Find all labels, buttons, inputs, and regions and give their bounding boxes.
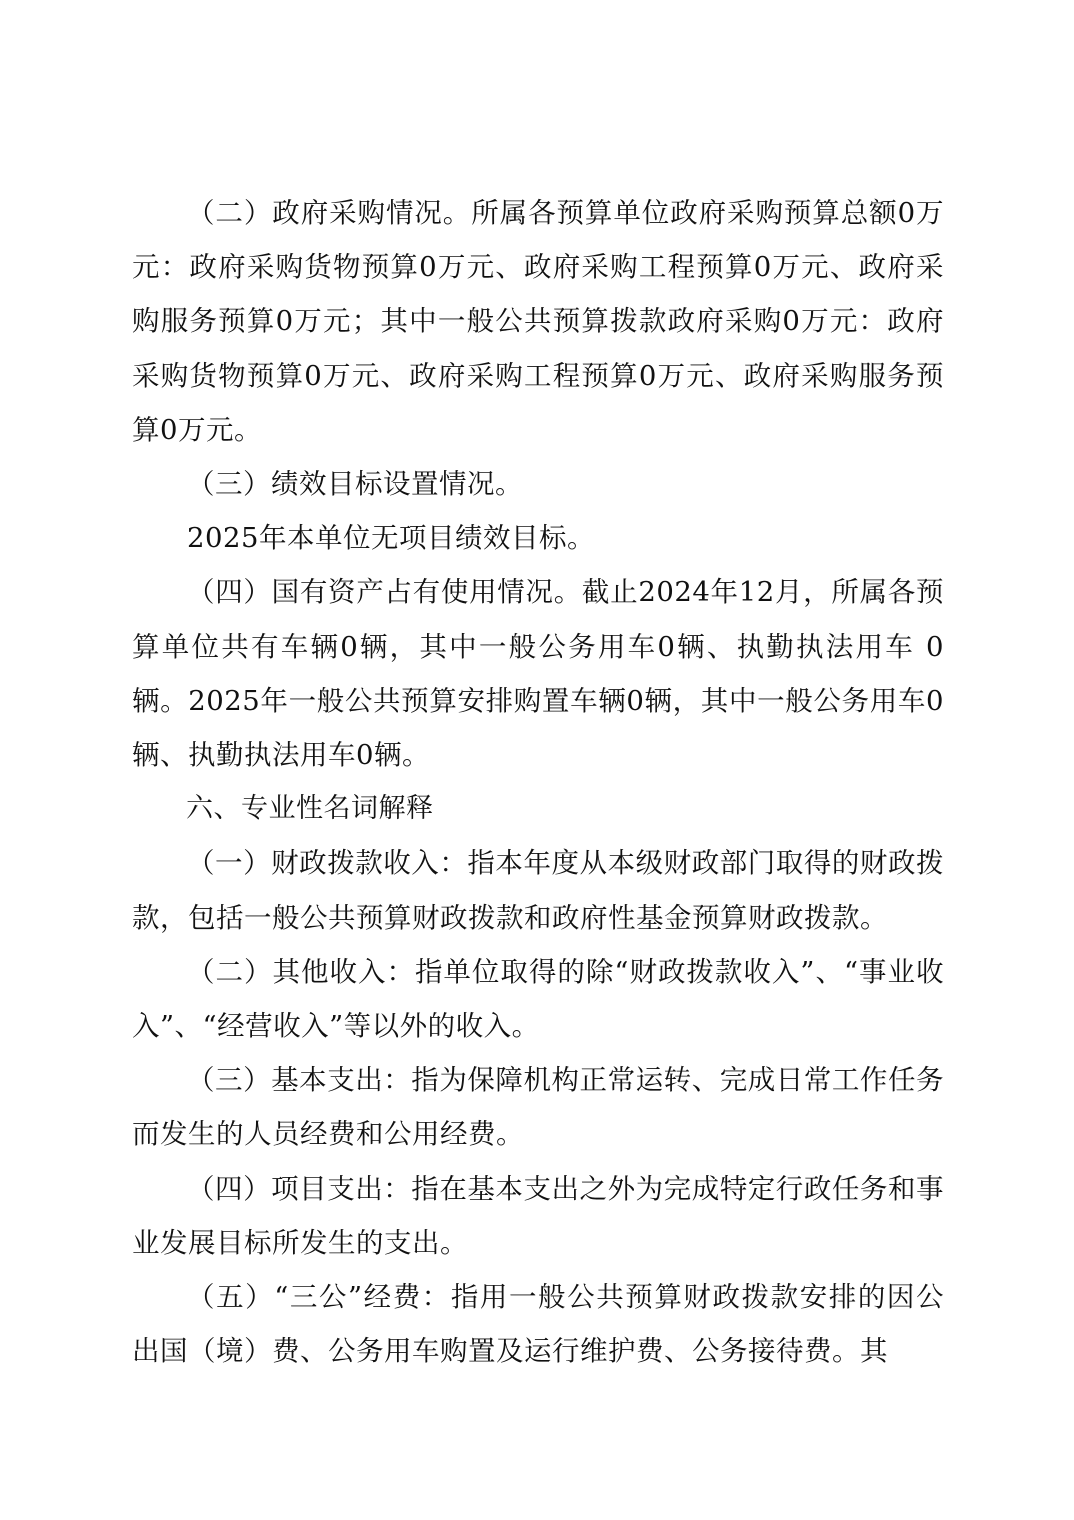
term-three-public-expenses: （五）“三公”经费：指用一般公共预算财政拨款安排的因公出国（境）费、公务用车购置及运行维护费、公务接待费。其 <box>132 1281 944 1368</box>
term-other-income: （二）其他收入：指单位取得的除“财政拨款收入”、“事业收入”、“经营收入”等以外的收入。 <box>132 955 944 1043</box>
term-basic-expenditure: （三）基本支出：指为保障机构正常运转、完成日常工作任务而发生的人员经费和公用经费。 <box>132 1064 944 1151</box>
paragraph-performance-target: 2025年本单位无项目绩效目标。 <box>187 522 595 555</box>
paragraph-government-procurement: （二）政府采购情况。所属各预算单位政府采购预算总额0万元：政府采购货物预算0万元、政府采购工程预算0万元、政府采购服务预算0万元；其中一般公共预算拨款政府采购0万元：政府采购货物预算0万元、政府采购工程预算0万元、政府采购服务预算0万元。 <box>132 197 944 446</box>
document-page <box>132 186 944 1378</box>
paragraph-state-assets: （四）国有资产占有使用情况。截止2024年12月，所属各预算单位共有车辆0辆，其中一般公务用车0辆、执勤执法用车 0辆。2025年一般公共预算安排购置车辆0辆，其中一般公务用车0辆、执勤执法用车0辆。 <box>132 576 944 772</box>
term-project-expenditure: （四）项目支出：指在基本支出之外为完成特定行政任务和事业发展目标所发生的支出。 <box>132 1172 944 1259</box>
section-heading-terms: 六、专业性名词解释 <box>186 793 434 825</box>
term-fiscal-appropriation-income: （一）财政拨款收入：指本年度从本级财政部门取得的财政拨款，包括一般公共预算财政拨款和政府性基金预算财政拨款。 <box>132 847 944 934</box>
paragraph-performance-target-heading: （三）绩效目标设置情况。 <box>187 468 523 501</box>
